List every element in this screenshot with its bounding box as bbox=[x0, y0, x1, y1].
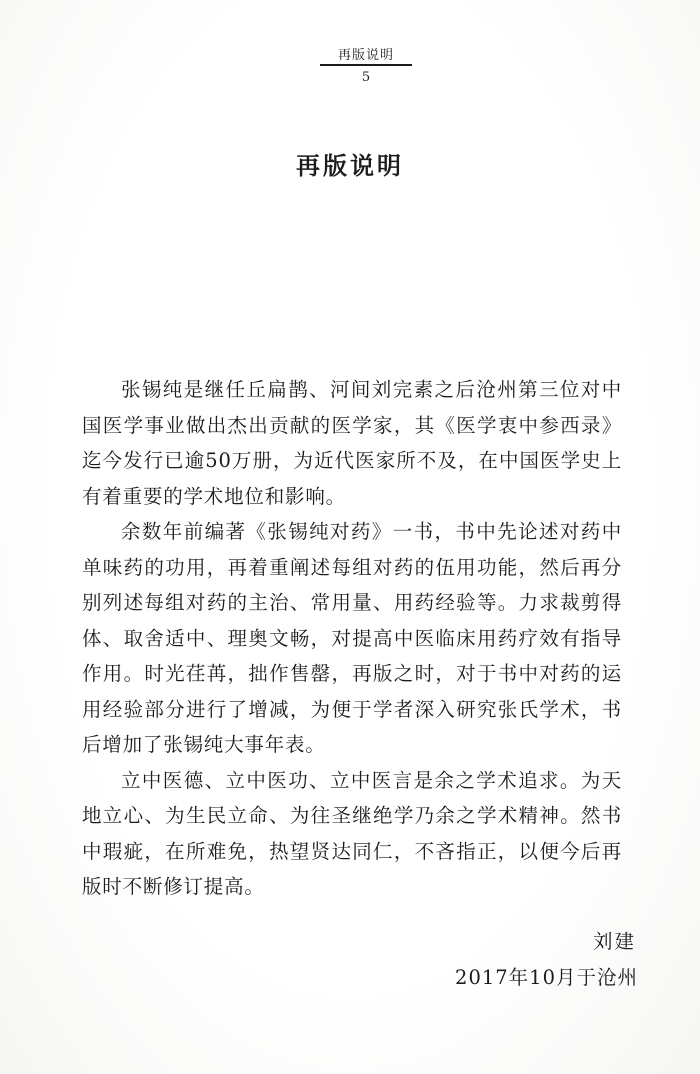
text-line: 影响。 bbox=[285, 484, 346, 508]
page-number: 5 bbox=[361, 70, 371, 85]
text-line: 主治、常用量、用药经验等。力求裁剪得体、取舍适中、理奥文畅， bbox=[82, 591, 623, 650]
paragraph-2 bbox=[82, 514, 622, 763]
text-line: 余数年前编著《张锡纯对药》一书，书中先论述对药中单味药的 bbox=[82, 520, 622, 579]
page-title: 再版说明 bbox=[296, 151, 404, 180]
body-text bbox=[82, 372, 622, 905]
paragraph-3 bbox=[82, 763, 622, 905]
signature-date: 2017年10月于沧州 bbox=[455, 966, 638, 989]
text-line: 张氏学术，书后增加了张锡纯大事年表。 bbox=[82, 697, 622, 756]
text-line: 时，对于书中对药的运用经验部分进行了增减，为便于学者深入研究 bbox=[82, 662, 622, 721]
text-line: 为生民立命、为往圣继绝学乃余之学术精神。然书中瑕疵，在所难免， bbox=[82, 804, 622, 863]
text-line: 业做出杰出贡献的医学家，其《医学衷中参西录》迄今发行已逾50 bbox=[82, 413, 622, 472]
header-rule bbox=[320, 64, 412, 66]
running-head: 再版说明 bbox=[337, 48, 394, 63]
text-line: 万册，为近代医家所不及，在中国医学史上有着重要的学术地位和 bbox=[82, 449, 622, 508]
text-line: 功用，再着重阐述每组对药的伍用功能，然后再分别列述每组对药的 bbox=[82, 555, 622, 614]
text-line: 立中医德、立中医功、立中医言是余之学术追求。为天地立心、 bbox=[82, 768, 622, 827]
text-line: 张锡纯是继任丘扁鹊、河间刘完素之后沧州第三位对中国医学事 bbox=[82, 378, 622, 437]
text-line: 对提高中医临床用药疗效有指导作用。时光荏苒，拙作售罄，再版之 bbox=[82, 626, 622, 685]
author-signature: 刘建 bbox=[592, 930, 636, 953]
text-line: 热望贤达同仁，不吝指正，以便今后再版时不断修订提高。 bbox=[82, 839, 622, 898]
paragraph-1 bbox=[82, 372, 622, 514]
